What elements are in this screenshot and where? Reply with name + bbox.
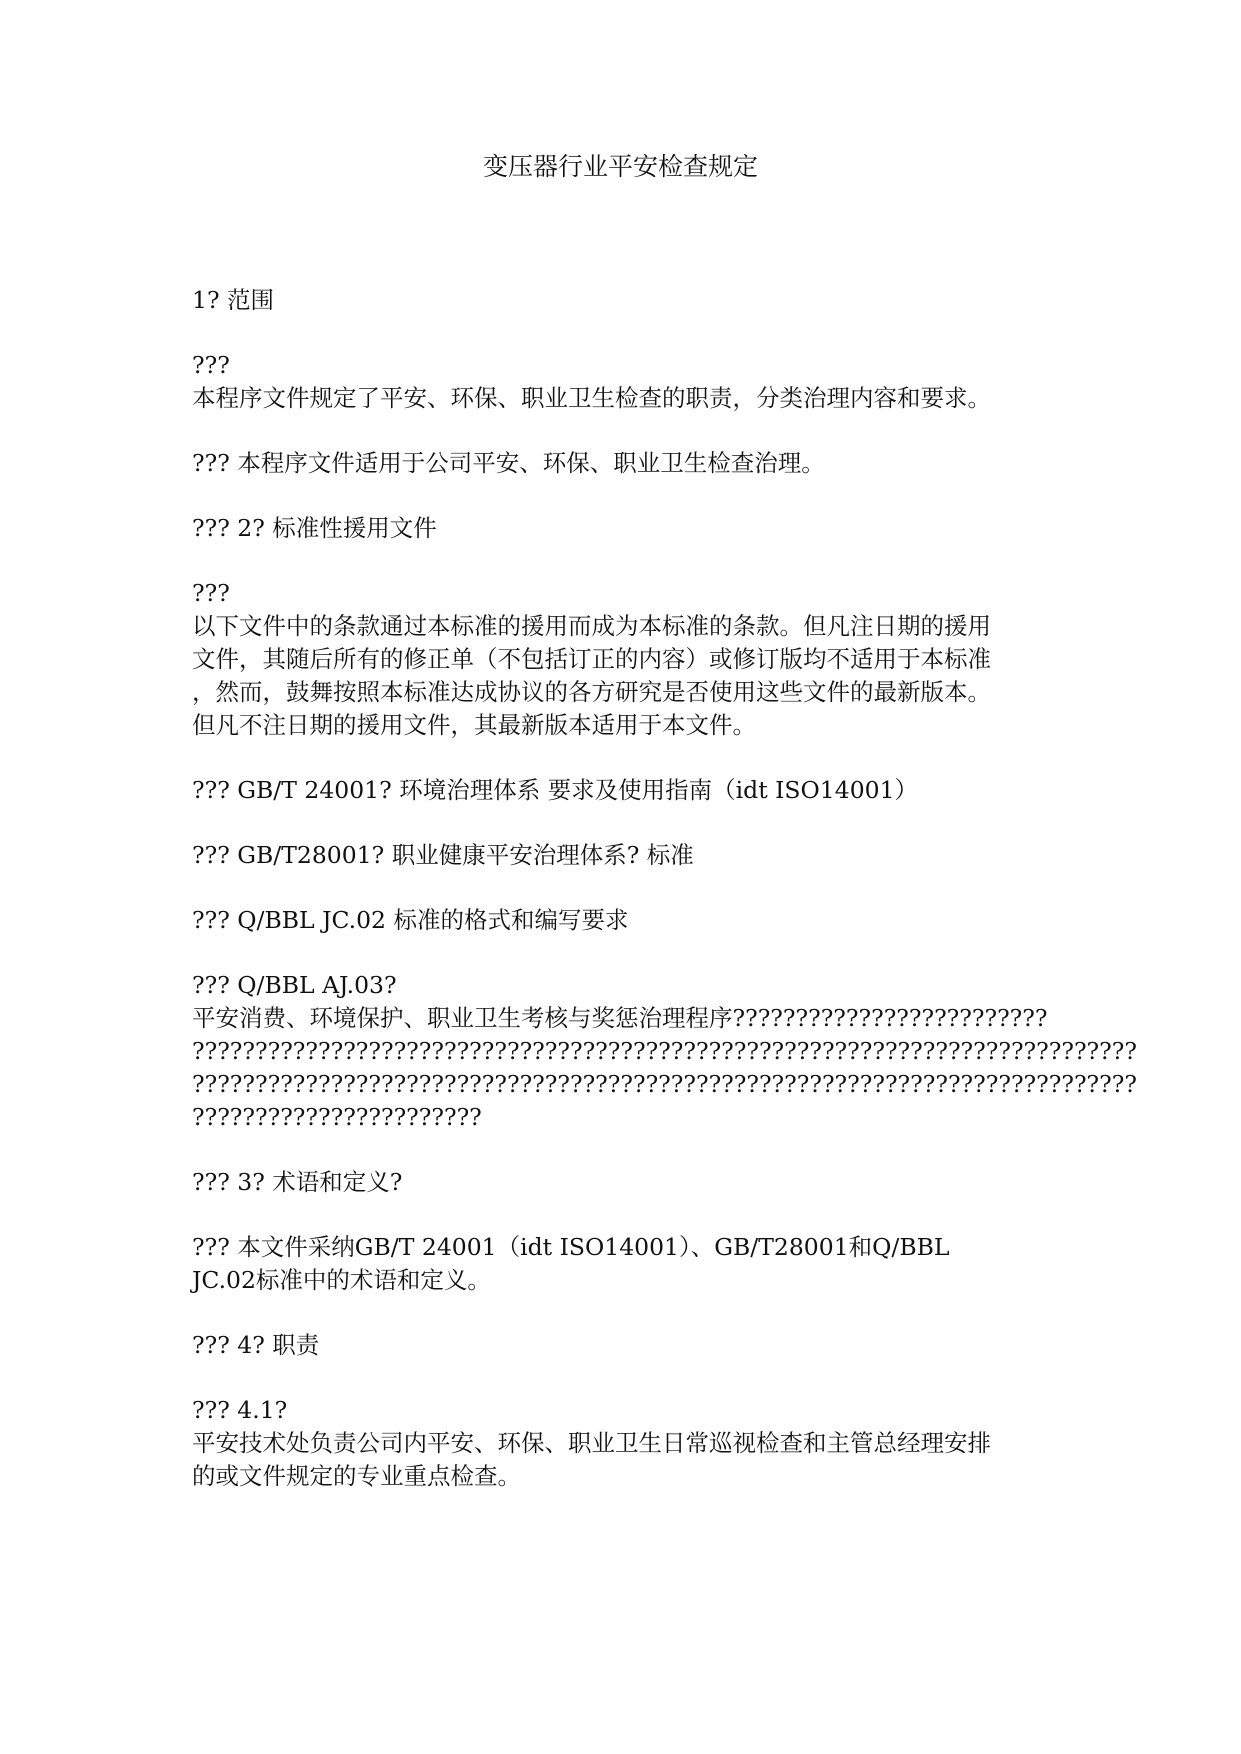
paragraph xyxy=(192,447,1052,480)
text-line: JC.02标准中的术语和定义。 xyxy=(192,1266,491,1294)
text-line: 本程序文件规定了平安、环保、职业卫生检查的职责，分类治理内容和要求。 xyxy=(192,384,991,412)
text-line: ??? GB/T 24001? 环境治理体系 要求及使用指南（idt ISO14001） xyxy=(192,776,919,804)
document-title: 变压器行业平安检查规定 xyxy=(482,152,758,181)
text-line: 的或文件规定的专业重点检查。 xyxy=(192,1462,521,1490)
paragraph xyxy=(192,1231,1052,1297)
text-line: ??? GB/T28001? 职业健康平安治理体系? 标准 xyxy=(192,841,694,869)
text-line: ??????????????????????????????????????????????????????????????????????????? xyxy=(192,1070,1137,1098)
text-line: ??? xyxy=(192,579,230,607)
paragraph xyxy=(192,577,1052,742)
text-line: ??? 4.1? xyxy=(192,1396,288,1424)
text-line: ??? 3? 术语和定义? xyxy=(192,1168,403,1196)
paragraph xyxy=(192,349,1052,415)
text-line: ??? Q/BBL JC.02 标准的格式和编写要求 xyxy=(192,906,629,934)
text-line: 1? 范围 xyxy=(192,286,275,314)
paragraph xyxy=(192,904,1052,937)
paragraph xyxy=(192,1166,1052,1199)
text-line: 平安技术处负责公司内平安、环保、职业卫生日常巡视检查和主管总经理安排 xyxy=(192,1429,991,1457)
document-body xyxy=(192,284,1137,1525)
text-line: 文件，其随后所有的修正单（不包括订正的内容）或修订版均不适用于本标准 xyxy=(192,645,991,673)
text-line: ??? 本程序文件适用于公司平安、环保、职业卫生检查治理。 xyxy=(192,449,825,477)
text-line: ??? Q/BBL AJ.03? xyxy=(192,971,397,999)
text-line: ??????????????????????? xyxy=(192,1103,482,1131)
paragraph xyxy=(192,1394,1052,1493)
paragraph xyxy=(192,284,1052,317)
text-line: 平安消费、环境保护、职业卫生考核与奖惩治理程序????????????????????????? xyxy=(192,1004,1048,1032)
text-line: ??????????????????????????????????????????????????????????????????????????? xyxy=(192,1037,1137,1065)
paragraph xyxy=(192,512,1052,545)
text-line: ??? 2? 标准性援用文件 xyxy=(192,514,437,542)
paragraph xyxy=(192,839,1052,872)
paragraph xyxy=(192,1329,1052,1362)
text-line: ??? xyxy=(192,351,230,379)
text-line: 但凡不注日期的援用文件，其最新版本适用于本文件。 xyxy=(192,711,756,739)
text-line: ，然而，鼓舞按照本标准达成协议的各方研究是否使用这些文件的最新版本。 xyxy=(192,678,991,706)
text-line: ??? 本文件采纳GB/T 24001（idt ISO14001）、GB/T28001和Q/BBL xyxy=(192,1233,950,1261)
text-line: ??? 4? 职责 xyxy=(192,1331,320,1359)
paragraph xyxy=(192,969,1137,1134)
paragraph xyxy=(192,774,1052,807)
text-line: 以下文件中的条款通过本标准的援用而成为本标准的条款。但凡注日期的援用 xyxy=(192,612,991,640)
